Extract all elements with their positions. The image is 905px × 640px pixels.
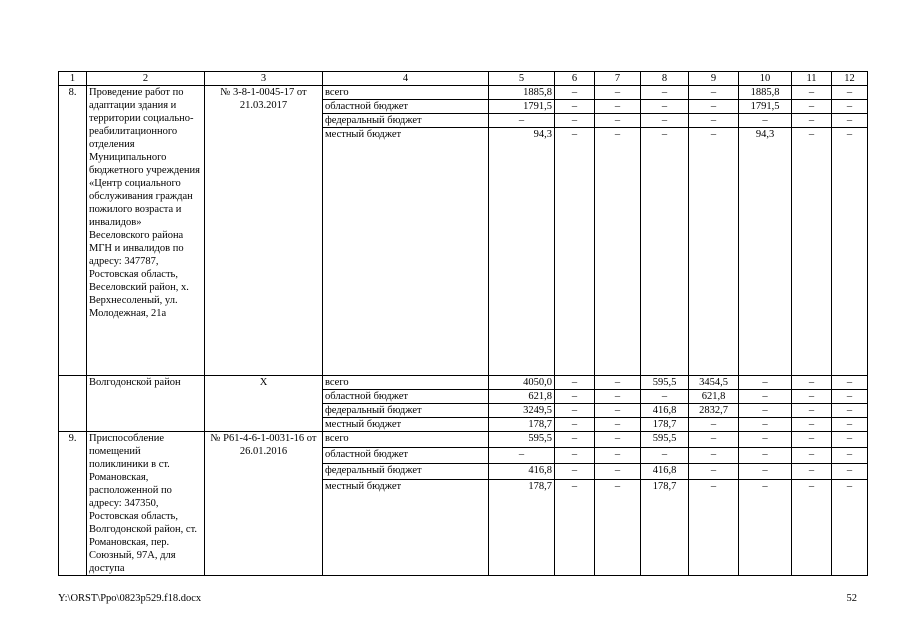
value-cell: – bbox=[641, 448, 689, 464]
value-cell: 178,7 bbox=[641, 480, 689, 576]
value-cell: – bbox=[555, 418, 595, 432]
value-cell: – bbox=[832, 418, 868, 432]
table-row bbox=[59, 86, 868, 100]
file-path: Y:\ORST\Ppo\0823p529.f18.docx bbox=[58, 593, 202, 604]
value-cell: – bbox=[792, 114, 832, 128]
value-cell: – bbox=[792, 100, 832, 114]
value-cell: – bbox=[689, 448, 739, 464]
value-cell: 1791,5 bbox=[489, 100, 555, 114]
value-cell: – bbox=[595, 418, 641, 432]
value-cell: – bbox=[689, 128, 739, 376]
value-cell: – bbox=[739, 464, 792, 480]
value-cell: – bbox=[555, 100, 595, 114]
value-cell: – bbox=[792, 376, 832, 390]
value-cell: – bbox=[595, 448, 641, 464]
value-cell: – bbox=[739, 432, 792, 448]
value-cell: – bbox=[739, 114, 792, 128]
value-cell: 4050,0 bbox=[489, 376, 555, 390]
value-cell: – bbox=[595, 432, 641, 448]
value-cell: – bbox=[555, 432, 595, 448]
page-number: 52 bbox=[846, 593, 857, 604]
value-cell: 416,8 bbox=[641, 464, 689, 480]
funding-source: всего bbox=[323, 376, 489, 390]
value-cell: – bbox=[489, 448, 555, 464]
value-cell: – bbox=[792, 480, 832, 576]
value-cell: – bbox=[641, 114, 689, 128]
col-header: 5 bbox=[489, 72, 555, 86]
value-cell: – bbox=[555, 128, 595, 376]
table-row bbox=[59, 376, 868, 390]
value-cell: – bbox=[595, 114, 641, 128]
funding-source: всего bbox=[323, 86, 489, 100]
document-ref: № 3-8-1-0045-17 от 21.03.2017 bbox=[205, 86, 323, 376]
value-cell: – bbox=[595, 376, 641, 390]
item-name: Приспособление помещений поликлиники в ст. Романовская, расположенной по адресу: 347350, Ростовская область, Волгодонской район, ст. Романовская, пер. Союзный, 97А, для доступа bbox=[87, 432, 205, 576]
value-cell: – bbox=[595, 86, 641, 100]
value-cell: – bbox=[641, 100, 689, 114]
value-cell: 2832,7 bbox=[689, 404, 739, 418]
value-cell: – bbox=[792, 464, 832, 480]
value-cell: – bbox=[832, 128, 868, 376]
value-cell: 1791,5 bbox=[739, 100, 792, 114]
value-cell: – bbox=[689, 418, 739, 432]
value-cell: 621,8 bbox=[689, 390, 739, 404]
col-header: 3 bbox=[205, 72, 323, 86]
value-cell: – bbox=[641, 86, 689, 100]
value-cell: – bbox=[555, 448, 595, 464]
value-cell: – bbox=[689, 480, 739, 576]
header-row bbox=[59, 72, 868, 86]
funding-source: областной бюджет bbox=[323, 100, 489, 114]
value-cell: – bbox=[792, 404, 832, 418]
value-cell: – bbox=[739, 376, 792, 390]
value-cell: – bbox=[792, 448, 832, 464]
value-cell: 621,8 bbox=[489, 390, 555, 404]
funding-source: местный бюджет bbox=[323, 418, 489, 432]
value-cell: – bbox=[792, 86, 832, 100]
value-cell: – bbox=[832, 404, 868, 418]
value-cell: – bbox=[489, 114, 555, 128]
item-name: Проведение работ по адаптации здания и территории социально-реабилитационного отделения Муниципального бюджетного учреждения «Центр социального обслуживания граждан пожилого возраста и инвалидов» Веселовского района МГН и инвалидов по адресу: 347787, Ростовская область, Веселовский район, х. Верхнесоленый, ул. Молодежная, 21а bbox=[87, 86, 205, 376]
value-cell: – bbox=[555, 376, 595, 390]
col-header: 7 bbox=[595, 72, 641, 86]
value-cell: 595,5 bbox=[641, 376, 689, 390]
col-header: 12 bbox=[832, 72, 868, 86]
value-cell: – bbox=[832, 376, 868, 390]
value-cell: – bbox=[595, 128, 641, 376]
item-name: Волгодонской район bbox=[87, 376, 205, 432]
col-header: 4 bbox=[323, 72, 489, 86]
value-cell: – bbox=[792, 432, 832, 448]
funding-source: местный бюджет bbox=[323, 128, 489, 376]
value-cell: – bbox=[832, 448, 868, 464]
value-cell: – bbox=[739, 448, 792, 464]
value-cell: 1885,8 bbox=[739, 86, 792, 100]
value-cell: – bbox=[792, 128, 832, 376]
value-cell: – bbox=[792, 418, 832, 432]
value-cell: – bbox=[792, 390, 832, 404]
funding-source: федеральный бюджет bbox=[323, 464, 489, 480]
row-number bbox=[59, 376, 87, 432]
value-cell: 178,7 bbox=[489, 418, 555, 432]
document-ref: № Р61-4-6-1-0031-16 от 26.01.2016 bbox=[205, 432, 323, 576]
col-header: 6 bbox=[555, 72, 595, 86]
table-row bbox=[59, 432, 868, 448]
value-cell: – bbox=[555, 464, 595, 480]
funding-source: областной бюджет bbox=[323, 390, 489, 404]
value-cell: – bbox=[689, 100, 739, 114]
col-header: 1 bbox=[59, 72, 87, 86]
col-header: 10 bbox=[739, 72, 792, 86]
value-cell: – bbox=[555, 480, 595, 576]
value-cell: – bbox=[832, 114, 868, 128]
value-cell: 3454,5 bbox=[689, 376, 739, 390]
value-cell: 595,5 bbox=[489, 432, 555, 448]
value-cell: 178,7 bbox=[641, 418, 689, 432]
budget-table bbox=[58, 71, 868, 576]
row-number: 9. bbox=[59, 432, 87, 576]
funding-source: федеральный бюджет bbox=[323, 404, 489, 418]
table-body bbox=[59, 86, 868, 576]
value-cell: – bbox=[689, 464, 739, 480]
value-cell: – bbox=[832, 86, 868, 100]
value-cell: – bbox=[595, 390, 641, 404]
value-cell: – bbox=[555, 114, 595, 128]
funding-source: местный бюджет bbox=[323, 480, 489, 576]
value-cell: – bbox=[555, 404, 595, 418]
document-ref: Х bbox=[205, 376, 323, 432]
col-header: 11 bbox=[792, 72, 832, 86]
value-cell: 416,8 bbox=[641, 404, 689, 418]
value-cell: – bbox=[641, 128, 689, 376]
value-cell: 178,7 bbox=[489, 480, 555, 576]
value-cell: – bbox=[641, 390, 689, 404]
value-cell: – bbox=[595, 464, 641, 480]
value-cell: – bbox=[595, 100, 641, 114]
row-number: 8. bbox=[59, 86, 87, 376]
value-cell: 3249,5 bbox=[489, 404, 555, 418]
value-cell: – bbox=[832, 390, 868, 404]
value-cell: – bbox=[739, 418, 792, 432]
funding-source: областной бюджет bbox=[323, 448, 489, 464]
value-cell: – bbox=[739, 480, 792, 576]
value-cell: – bbox=[689, 114, 739, 128]
value-cell: – bbox=[555, 390, 595, 404]
value-cell: – bbox=[595, 480, 641, 576]
value-cell: – bbox=[595, 404, 641, 418]
value-cell: 595,5 bbox=[641, 432, 689, 448]
value-cell: – bbox=[739, 404, 792, 418]
funding-source: федеральный бюджет bbox=[323, 114, 489, 128]
value-cell: – bbox=[832, 464, 868, 480]
value-cell: 94,3 bbox=[739, 128, 792, 376]
value-cell: – bbox=[832, 480, 868, 576]
col-header: 9 bbox=[689, 72, 739, 86]
funding-source: всего bbox=[323, 432, 489, 448]
value-cell: 1885,8 bbox=[489, 86, 555, 100]
value-cell: 94,3 bbox=[489, 128, 555, 376]
value-cell: – bbox=[739, 390, 792, 404]
value-cell: – bbox=[689, 432, 739, 448]
value-cell: – bbox=[689, 86, 739, 100]
col-header: 2 bbox=[87, 72, 205, 86]
value-cell: – bbox=[832, 432, 868, 448]
value-cell: 416,8 bbox=[489, 464, 555, 480]
value-cell: – bbox=[832, 100, 868, 114]
col-header: 8 bbox=[641, 72, 689, 86]
value-cell: – bbox=[555, 86, 595, 100]
